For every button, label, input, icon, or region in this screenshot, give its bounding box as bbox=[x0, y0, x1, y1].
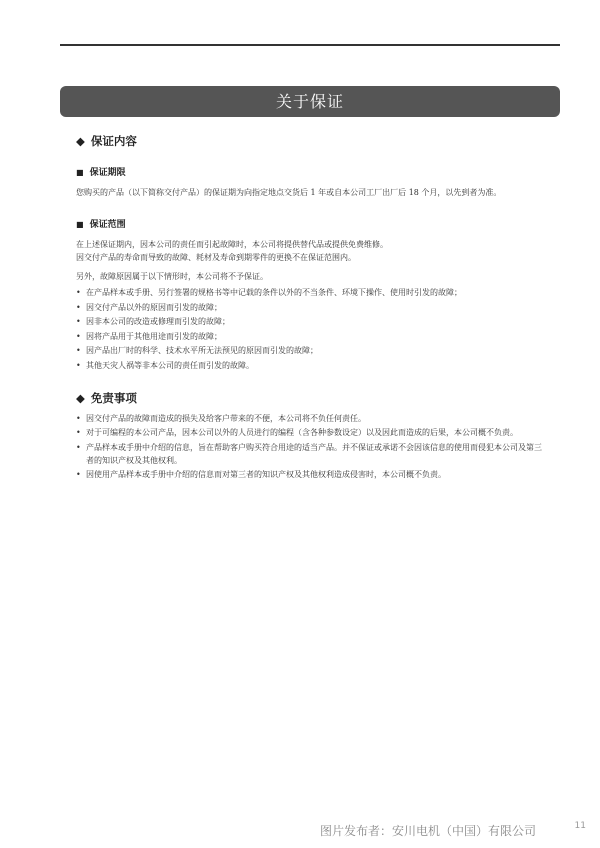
content-area bbox=[76, 133, 548, 483]
bullet-icon: • bbox=[76, 428, 81, 437]
list-item bbox=[76, 286, 548, 299]
warranty-scope-block bbox=[76, 217, 548, 372]
bullet-icon: • bbox=[76, 331, 81, 341]
square-icon: ■ bbox=[76, 220, 84, 229]
scope-exclusion-intro: 另外，故障原因属于以下情形时，本公司将不予保证。 bbox=[76, 272, 268, 281]
warranty-period-block bbox=[76, 165, 548, 199]
list-item-text: 因将产品用于其他用途而引发的故障； bbox=[86, 331, 222, 341]
bullet-icon: • bbox=[76, 360, 81, 370]
list-item-text: 产品样本或手册中介绍的信息，旨在帮助客户购买符合用途的适当产品。并不保证或承诺不会因该信息的使用而侵犯本公司及第三者的知识产权及其他权利。 bbox=[86, 442, 542, 465]
list-item-text: 因交付产品的故障而造成的损失及给客户带来的不便，本公司将不负任何责任。 bbox=[86, 413, 366, 423]
page-number: 11 bbox=[574, 821, 586, 831]
sub-heading-text: 保证期限 bbox=[89, 168, 126, 178]
list-item-text: 因非本公司的改造或修理而引发的故障； bbox=[86, 317, 230, 326]
sub-heading-text: 保证范围 bbox=[89, 220, 126, 230]
list-item bbox=[76, 468, 548, 481]
publisher-watermark: 图片发布者：安川电机（中国）有限公司 bbox=[320, 824, 537, 838]
list-item bbox=[76, 315, 548, 328]
list-item-text: 其他天灾人祸等非本公司的责任而引发的故障。 bbox=[86, 360, 254, 370]
list-item bbox=[76, 412, 548, 425]
scope-line: 因交付产品的寿命而导致的故障、耗材及寿命到期零件的更换不在保证范围内。 bbox=[76, 253, 356, 262]
page-title: 关于保证 bbox=[60, 86, 560, 117]
bullet-icon: • bbox=[76, 288, 81, 297]
list-item bbox=[76, 426, 548, 439]
list-item bbox=[76, 330, 548, 343]
list-item-text: 在产品样本或手册、另行签署的规格书等中记载的条件以外的不当条件、环境下操作、使用时引发的故障； bbox=[86, 288, 462, 297]
list-item-text: 因产品出厂时的科学、技术水平所无法预见的原因而引发的故障； bbox=[86, 346, 318, 355]
list-item bbox=[76, 441, 548, 467]
list-item bbox=[76, 359, 548, 372]
list-item bbox=[76, 301, 548, 314]
bullet-icon: • bbox=[76, 302, 81, 312]
bullet-icon: • bbox=[76, 413, 81, 423]
list-item-text: 因使用产品样本或手册中介绍的信息而对第三者的知识产权及其他权利造成侵害时，本公司概不负责。 bbox=[86, 470, 446, 479]
list-item-text: 因交付产品以外的原因而引发的故障； bbox=[86, 302, 222, 312]
section-heading-text: 保证内容 bbox=[90, 134, 137, 148]
top-rule bbox=[60, 44, 560, 46]
section-heading-warranty-content bbox=[76, 133, 548, 149]
bullet-icon: • bbox=[76, 317, 81, 326]
square-icon: ■ bbox=[76, 168, 84, 177]
warranty-period-text: 您购买的产品（以下简称交付产品）的保证期为向指定地点交货后 1 年或自本公司工厂出厂后 18 个月，以先到者为准。 bbox=[76, 188, 502, 197]
sub-heading-warranty-scope bbox=[76, 217, 548, 230]
section-heading-text: 免责事项 bbox=[90, 390, 137, 405]
list-item bbox=[76, 344, 548, 357]
list-item-text: 对于可编程的本公司产品，因本公司以外的人员进行的编程（含各种参数设定）以及因此而造成的后果，本公司概不负责。 bbox=[86, 428, 518, 437]
bullet-icon: • bbox=[76, 470, 81, 479]
scope-line: 在上述保证期内，因本公司的责任而引起故障时，本公司将提供替代品或提供免费维修。 bbox=[76, 240, 388, 249]
bullet-icon: • bbox=[76, 442, 81, 452]
sub-heading-warranty-period bbox=[76, 165, 548, 178]
section-heading-disclaimer bbox=[76, 390, 548, 406]
diamond-icon: ◆ bbox=[76, 390, 85, 405]
bullet-icon: • bbox=[76, 346, 81, 355]
diamond-icon: ◆ bbox=[76, 134, 85, 148]
